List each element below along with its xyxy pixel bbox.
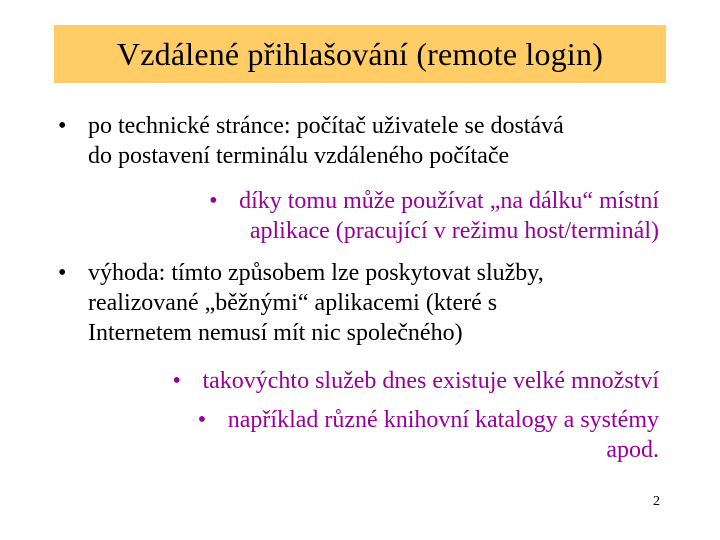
bullet-icon: • [209, 188, 218, 214]
bullet-item-advantage [58, 258, 544, 348]
page-number: 2 [653, 494, 660, 509]
bullet-line: Internetem nemusí mít nic společného) [88, 320, 463, 346]
bullet-icon: • [172, 368, 181, 394]
bullet-item-many-services [172, 366, 659, 396]
bullet-line: takovýchto služeb dnes existuje velké množství [202, 368, 659, 394]
bullet-line: do postavení terminálu vzdáleného počítače [88, 143, 510, 169]
bullet-line: aplikace (pracující v režimu host/terminál) [249, 218, 659, 244]
bullet-line: realizované „běžnými“ aplikacemi (které s [88, 290, 498, 316]
bullet-item-remote-apps [209, 186, 659, 246]
bullet-icon: • [197, 407, 207, 433]
bullet-line: výhoda: tímto způsobem lze poskytovat služby, [88, 260, 544, 286]
bullet-line: po technické stránce: počítač uživatele se dostává [88, 113, 564, 139]
bullet-icon: • [58, 113, 67, 139]
bullet-line: apod. [606, 437, 659, 463]
bullet-item-catalogs [197, 405, 659, 465]
bullet-icon: • [58, 260, 67, 286]
title-bar [54, 25, 666, 83]
bullet-line: díky tomu může používat „na dálku“ místní [239, 188, 659, 214]
bullet-item-technical [58, 111, 564, 171]
slide-title: Vzdálené přihlašování (remote login) [116, 35, 604, 72]
bullet-line: například různé knihovní katalogy a systémy [227, 407, 659, 433]
